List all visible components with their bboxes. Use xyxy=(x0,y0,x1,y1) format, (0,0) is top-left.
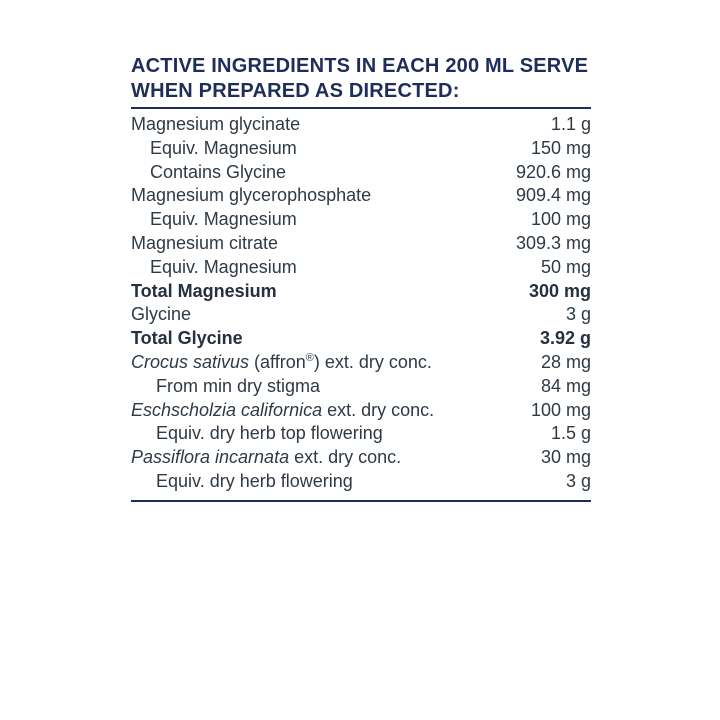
row-eschscholzia-californica xyxy=(131,399,591,423)
ingredient-name: Glycine xyxy=(131,304,192,325)
ingredient-name: Equiv. Magnesium xyxy=(150,256,297,277)
row-equiv-magnesium-2 xyxy=(131,208,591,232)
row-magnesium-glycinate xyxy=(131,113,591,137)
ingredient-name: Contains Glycine xyxy=(150,161,287,182)
botanical-name: Passiflora incarnata xyxy=(131,447,290,468)
ingredient-name-part: ext. dry conc. xyxy=(289,447,402,468)
row-crocus-sativus xyxy=(131,351,591,375)
row-magnesium-citrate xyxy=(131,232,591,256)
ingredient-amount: 50 mg xyxy=(540,256,591,277)
ingredient-name xyxy=(131,351,541,375)
ingredient-amount: 3 g xyxy=(565,304,591,325)
botanical-name: Eschscholzia californica xyxy=(131,399,323,420)
ingredient-amount: 3.92 g xyxy=(539,328,591,349)
ingredient-name-part: ext. dry conc. xyxy=(322,399,435,420)
ingredient-name: Equiv. dry herb flowering xyxy=(156,470,353,491)
row-contains-glycine xyxy=(131,161,591,185)
ingredient-name-part: ) ext. dry conc. xyxy=(313,351,432,372)
row-total-magnesium xyxy=(131,280,591,304)
registered-mark: ® xyxy=(305,351,314,364)
ingredients-table xyxy=(131,109,591,502)
ingredient-name: Total Magnesium xyxy=(131,280,277,301)
row-equiv-herb-flowering xyxy=(131,470,591,494)
ingredient-amount: 1.1 g xyxy=(550,114,591,134)
ingredient-amount: 30 mg xyxy=(540,447,591,468)
row-from-min-dry-stigma xyxy=(131,375,591,399)
row-passiflora-incarnata xyxy=(131,446,591,470)
ingredient-name: Magnesium citrate xyxy=(131,232,279,253)
ingredient-name xyxy=(131,446,541,470)
row-total-glycine xyxy=(131,327,591,351)
ingredients-heading xyxy=(131,54,591,109)
ingredient-name: Magnesium glycerophosphate xyxy=(131,185,372,206)
botanical-name: Crocus sativus xyxy=(131,351,250,372)
ingredient-amount: 84 mg xyxy=(540,375,591,396)
ingredient-name: Equiv. Magnesium xyxy=(150,209,297,230)
ingredient-name: Equiv. dry herb top flowering xyxy=(156,423,383,444)
ingredient-name xyxy=(131,399,531,423)
ingredient-amount: 909.4 mg xyxy=(515,185,591,206)
ingredient-amount: 28 mg xyxy=(540,351,591,372)
ingredient-name-part: (affron xyxy=(249,351,306,372)
heading-line-1: ACTIVE INGREDIENTS IN EACH 200 ML SERVE xyxy=(131,55,589,77)
row-equiv-magnesium-3 xyxy=(131,256,591,280)
row-equiv-magnesium-1 xyxy=(131,137,591,161)
ingredient-amount: 300 mg xyxy=(528,280,591,301)
ingredient-amount: 100 mg xyxy=(530,209,591,230)
row-equiv-herb-top-flowering xyxy=(131,422,591,446)
ingredient-name: Equiv. Magnesium xyxy=(150,137,297,158)
ingredient-amount: 920.6 mg xyxy=(515,161,591,182)
ingredient-amount: 100 mg xyxy=(530,399,591,420)
ingredient-amount: 150 mg xyxy=(530,137,591,158)
ingredients-panel xyxy=(131,54,591,502)
ingredient-name: From min dry stigma xyxy=(156,375,321,396)
row-magnesium-glycerophosphate xyxy=(131,184,591,208)
heading-line-2: WHEN PREPARED AS DIRECTED: xyxy=(131,80,460,102)
ingredient-amount: 3 g xyxy=(565,470,591,491)
ingredient-amount: 1.5 g xyxy=(550,423,591,444)
ingredient-amount: 309.3 mg xyxy=(515,232,591,253)
row-glycine xyxy=(131,303,591,327)
ingredient-name: Magnesium glycinate xyxy=(131,114,301,134)
ingredient-name: Total Glycine xyxy=(131,328,243,349)
